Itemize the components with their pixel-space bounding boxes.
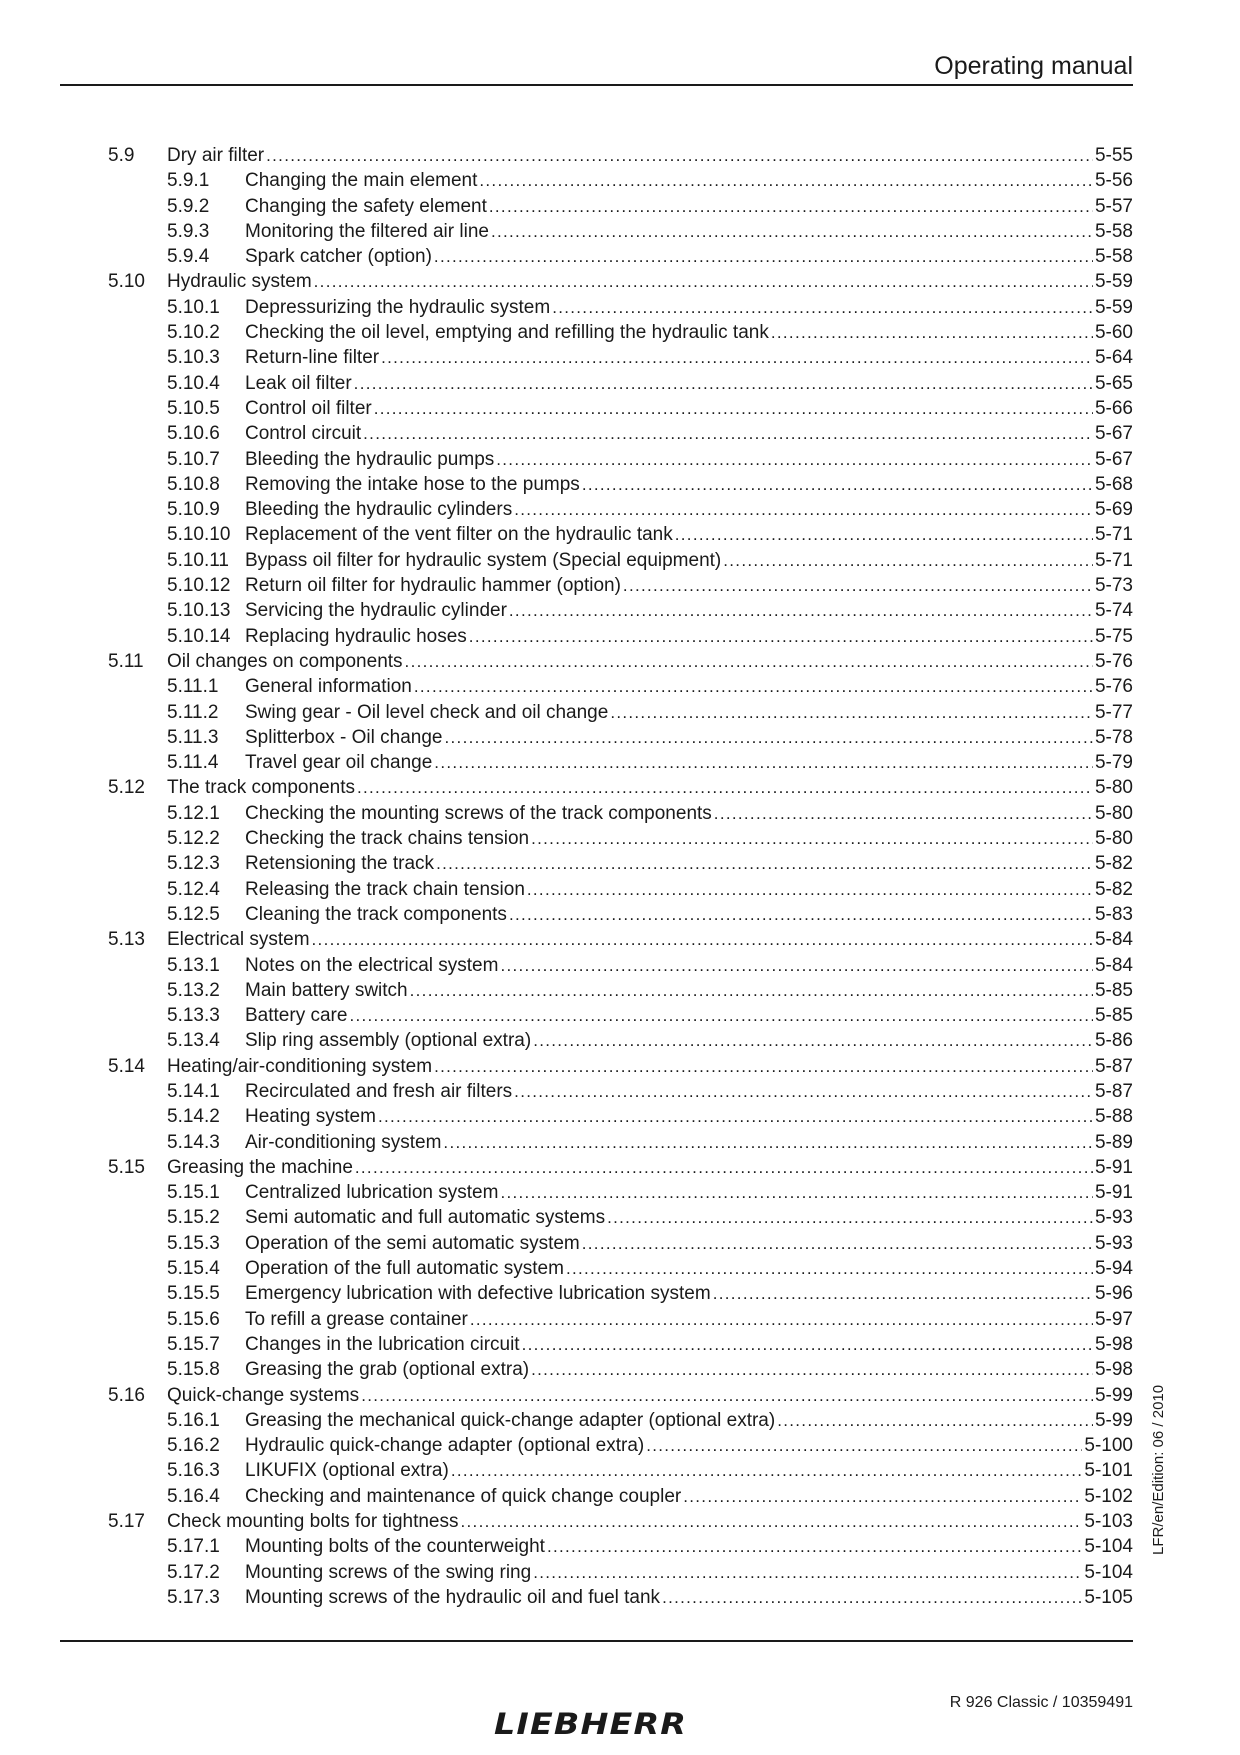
toc-entry-page: 5-73 [1094, 575, 1133, 597]
toc-entry-page: 5-105 [1084, 1586, 1133, 1608]
toc-dot-leader [531, 1357, 1093, 1382]
toc-entry-title: Main battery switch [245, 979, 408, 1001]
toc-entry-title: Checking and maintenance of quick change coupler [245, 1485, 682, 1507]
toc-dot-leader [777, 1408, 1093, 1433]
toc-entry-number: 5.15 [108, 1156, 145, 1178]
toc-entry-number: 5.14.1 [167, 1080, 220, 1102]
toc-entry-number: 5.13.2 [167, 979, 220, 1001]
toc-entry-number: 5.9.4 [167, 246, 210, 268]
toc-entry-page: 5-69 [1094, 499, 1133, 521]
toc-entry-page: 5-97 [1094, 1308, 1133, 1330]
toc-subsection-entry[interactable] [108, 700, 1133, 725]
toc-entry-page: 5-102 [1084, 1485, 1133, 1507]
toc-subsection-entry[interactable] [108, 877, 1133, 902]
toc-entry-number: 5.16.4 [167, 1485, 220, 1507]
toc-entry-page: 5-89 [1094, 1131, 1133, 1153]
toc-entry-number: 5.16.1 [167, 1409, 220, 1431]
toc-entry-title: Notes on the electrical system [245, 954, 499, 976]
toc-section-entry[interactable] [108, 1054, 1133, 1079]
toc-subsection-entry[interactable] [108, 371, 1133, 396]
toc-dot-leader [381, 345, 1093, 370]
toc-entry-page: 5-66 [1094, 397, 1133, 419]
toc-entry-page: 5-67 [1094, 423, 1133, 445]
toc-dot-leader [361, 1383, 1093, 1408]
toc-entry-page: 5-87 [1094, 1055, 1133, 1077]
toc-entry-title: Retensioning the track [245, 853, 435, 875]
toc-subsection-entry[interactable] [108, 902, 1133, 927]
toc-entry-number: 5.15.7 [167, 1333, 220, 1355]
toc-entry-number: 5.10.13 [167, 600, 231, 622]
toc-entry-page: 5-85 [1094, 979, 1133, 1001]
toc-subsection-entry[interactable] [108, 1256, 1133, 1281]
toc-entry-page: 5-60 [1094, 322, 1133, 344]
toc-dot-leader [374, 396, 1093, 421]
toc-entry-title: Return-line filter [245, 347, 380, 369]
toc-entry-title: Removing the intake hose to the pumps [245, 473, 580, 495]
toc-entry-number: 5.10.4 [167, 372, 220, 394]
toc-entry-title: Semi automatic and full automatic systems [245, 1207, 606, 1229]
toc-entry-page: 5-67 [1094, 448, 1133, 470]
toc-dot-leader [533, 1560, 1082, 1585]
toc-entry-title: Swing gear - Oil level check and oil change [245, 701, 609, 723]
toc-dot-leader [675, 522, 1093, 547]
toc-entry-number: 5.17.2 [167, 1561, 220, 1583]
toc-entry-number: 5.17.1 [167, 1536, 220, 1558]
toc-entry-page: 5-57 [1094, 195, 1133, 217]
toc-dot-leader [646, 1433, 1082, 1458]
toc-dot-leader [531, 826, 1093, 851]
toc-dot-leader [349, 1003, 1093, 1028]
toc-entry-number: 5.14 [108, 1055, 145, 1077]
toc-entry-number: 5.12.2 [167, 828, 220, 850]
toc-entry-page: 5-74 [1094, 600, 1133, 622]
toc-dot-leader [461, 1509, 1083, 1534]
toc-entry-page: 5-98 [1094, 1333, 1133, 1355]
toc-dot-leader [771, 320, 1093, 345]
toc-dot-leader [547, 1534, 1082, 1559]
toc-subsection-entry[interactable] [108, 1079, 1133, 1104]
toc-subsection-entry[interactable] [108, 497, 1133, 522]
toc-dot-leader [355, 1155, 1093, 1180]
toc-entry-number: 5.14.2 [167, 1106, 220, 1128]
edition-note: LFR/en/Edition: 06 / 2010 [1150, 1384, 1167, 1555]
toc-subsection-entry[interactable] [108, 674, 1133, 699]
toc-dot-leader [500, 953, 1093, 978]
toc-dot-leader [357, 775, 1093, 800]
toc-entry-page: 5-80 [1094, 777, 1133, 799]
document-reference: R 926 Classic / 10359491 [949, 1694, 1133, 1711]
toc-subsection-entry[interactable] [108, 548, 1133, 573]
toc-section-entry[interactable] [108, 1509, 1133, 1534]
toc-entry-page: 5-76 [1094, 676, 1133, 698]
toc-entry-title: Spark catcher (option) [245, 246, 432, 268]
toc-entry-title: Electrical system [167, 929, 310, 951]
toc-entry-title: Heating/air-conditioning system [167, 1055, 433, 1077]
toc-dot-leader [610, 700, 1093, 725]
toc-entry-title: Operation of the semi automatic system [245, 1232, 580, 1254]
toc-subsection-entry[interactable] [108, 1003, 1133, 1028]
toc-entry-page: 5-55 [1094, 145, 1133, 166]
toc-entry-page: 5-58 [1094, 220, 1133, 242]
toc-entry-number: 5.11.2 [167, 701, 219, 723]
toc-entry-title: General information [245, 676, 412, 698]
toc-entry-page: 5-99 [1094, 1409, 1133, 1431]
toc-entry-number: 5.10.9 [167, 499, 220, 521]
toc-entry-page: 5-82 [1094, 878, 1133, 900]
toc-subsection-entry[interactable] [108, 1332, 1133, 1357]
page-header-title: Operating manual [934, 52, 1133, 80]
toc-subsection-entry[interactable] [108, 851, 1133, 876]
toc-dot-leader [312, 927, 1093, 952]
toc-dot-leader [509, 598, 1093, 623]
toc-dot-leader [713, 1281, 1093, 1306]
toc-entry-page: 5-100 [1084, 1435, 1133, 1457]
toc-dot-leader [436, 851, 1093, 876]
toc-entry-number: 5.10.11 [167, 549, 229, 571]
toc-entry-page: 5-56 [1094, 170, 1133, 192]
toc-subsection-entry[interactable] [108, 1281, 1133, 1306]
toc-subsection-entry[interactable] [108, 1433, 1133, 1458]
toc-dot-leader [443, 1130, 1093, 1155]
toc-entry-number: 5.14.3 [167, 1131, 220, 1153]
toc-entry-page: 5-88 [1094, 1106, 1133, 1128]
toc-entry-number: 5.11.1 [167, 676, 219, 698]
toc-entry-number: 5.9 [108, 145, 135, 166]
toc-entry-number: 5.12.4 [167, 878, 220, 900]
toc-entry-number: 5.10.8 [167, 473, 220, 495]
toc-subsection-entry[interactable] [108, 801, 1133, 826]
toc-entry-title: Mounting screws of the hydraulic oil and fuel tank [245, 1586, 661, 1608]
toc-entry-title: Replacing hydraulic hoses [245, 625, 467, 647]
toc-entry-number: 5.15.6 [167, 1308, 220, 1330]
toc-entry-page: 5-103 [1084, 1511, 1133, 1533]
toc-entry-number: 5.13.1 [167, 954, 220, 976]
toc-entry-page: 5-84 [1094, 929, 1133, 951]
toc-section-entry[interactable] [108, 143, 1133, 168]
toc-entry-title: Operation of the full automatic system [245, 1258, 564, 1280]
toc-subsection-entry[interactable] [108, 978, 1133, 1003]
toc-entry-page: 5-75 [1094, 625, 1133, 647]
toc-entry-title: Changing the safety element [245, 195, 487, 217]
toc-entry-number: 5.11 [108, 650, 144, 672]
toc-dot-leader [496, 447, 1093, 472]
toc-entry-title: Hydraulic quick-change adapter (optional extra) [245, 1435, 645, 1457]
toc-entry-number: 5.11.3 [167, 726, 219, 748]
toc-dot-leader [623, 573, 1093, 598]
toc-entry-number: 5.13.3 [167, 1005, 220, 1027]
toc-entry-title: Slip ring assembly (optional extra) [245, 1030, 532, 1052]
toc-entry-title: Monitoring the filtered air line [245, 220, 489, 242]
toc-entry-title: Bypass oil filter for hydraulic system (Special equipment) [245, 549, 722, 571]
toc-entry-title: Return oil filter for hydraulic hammer (option) [245, 575, 621, 597]
toc-subsection-entry[interactable] [108, 598, 1133, 623]
toc-entry-title: Greasing the machine [167, 1156, 353, 1178]
toc-entry-page: 5-83 [1094, 903, 1133, 925]
toc-entry-title: Releasing the track chain tension [245, 878, 525, 900]
toc-entry-title: Quick-change systems [167, 1384, 360, 1406]
toc-subsection-entry[interactable] [108, 219, 1133, 244]
toc-dot-leader [434, 750, 1093, 775]
toc-dot-leader [405, 649, 1093, 674]
toc-subsection-entry[interactable] [108, 1104, 1133, 1129]
toc-entry-page: 5-80 [1094, 828, 1133, 850]
toc-entry-title: Checking the mounting screws of the track components [245, 802, 712, 824]
toc-entry-title: Depressurizing the hydraulic system [245, 296, 551, 318]
toc-entry-title: Leak oil filter [245, 372, 352, 394]
toc-dot-leader [445, 725, 1093, 750]
toc-subsection-entry[interactable] [108, 320, 1133, 345]
toc-entry-number: 5.10.3 [167, 347, 220, 369]
toc-entry-title: Greasing the mechanical quick-change adapter (optional extra) [245, 1409, 776, 1431]
toc-entry-title: Check mounting bolts for tightness [167, 1511, 459, 1533]
toc-dot-leader [489, 194, 1093, 219]
toc-entry-page: 5-91 [1094, 1182, 1133, 1204]
toc-dot-leader [514, 1079, 1093, 1104]
toc-entry-number: 5.12.5 [167, 903, 220, 925]
toc-entry-number: 5.10.2 [167, 322, 220, 344]
toc-subsection-entry[interactable] [108, 573, 1133, 598]
toc-entry-page: 5-58 [1094, 246, 1133, 268]
toc-entry-number: 5.16.3 [167, 1460, 220, 1482]
toc-subsection-entry[interactable] [108, 1028, 1133, 1053]
toc-entry-number: 5.12 [108, 777, 145, 799]
toc-entry-page: 5-91 [1094, 1156, 1133, 1178]
toc-subsection-entry[interactable] [108, 725, 1133, 750]
toc-subsection-entry[interactable] [108, 953, 1133, 978]
toc-entry-number: 5.12.1 [167, 802, 220, 824]
toc-entry-page: 5-93 [1094, 1207, 1133, 1229]
toc-section-entry[interactable] [108, 269, 1133, 294]
toc-dot-leader [514, 497, 1093, 522]
toc-entry-number: 5.17 [108, 1511, 145, 1533]
toc-entry-number: 5.9.1 [167, 170, 210, 192]
toc-subsection-entry[interactable] [108, 522, 1133, 547]
toc-dot-leader [566, 1256, 1093, 1281]
toc-entry-number: 5.10.6 [167, 423, 220, 445]
toc-entry-page: 5-96 [1094, 1283, 1133, 1305]
toc-entry-page: 5-71 [1094, 549, 1133, 571]
toc-entry-page: 5-93 [1094, 1232, 1133, 1254]
toc-entry-page: 5-82 [1094, 853, 1133, 875]
toc-subsection-entry[interactable] [108, 194, 1133, 219]
toc-entry-title: Hydraulic system [167, 271, 312, 293]
toc-entry-number: 5.15.3 [167, 1232, 220, 1254]
toc-dot-leader [479, 168, 1093, 193]
toc-entry-title: Heating system [245, 1106, 376, 1128]
toc-dot-leader [314, 269, 1093, 294]
toc-entry-title: Mounting screws of the swing ring [245, 1561, 532, 1583]
liebherr-logo: LIEBHERR [494, 1707, 688, 1741]
toc-subsection-entry[interactable] [108, 1130, 1133, 1155]
toc-entry-title: Changes in the lubrication circuit [245, 1333, 520, 1355]
toc-subsection-entry[interactable] [108, 1408, 1133, 1433]
toc-subsection-entry[interactable] [108, 295, 1133, 320]
toc-subsection-entry[interactable] [108, 1534, 1133, 1559]
toc-dot-leader [500, 1180, 1093, 1205]
toc-dot-leader [410, 978, 1093, 1003]
toc-entry-title: Checking the oil level, emptying and refilling the hydraulic tank [245, 322, 769, 344]
toc-entry-number: 5.10.5 [167, 397, 220, 419]
toc-entry-page: 5-79 [1094, 752, 1133, 774]
toc-dot-leader [414, 674, 1093, 699]
toc-entry-page: 5-80 [1094, 802, 1133, 824]
toc-entry-number: 5.10 [108, 271, 145, 293]
toc-section-entry[interactable] [108, 927, 1133, 952]
toc-entry-title: Recirculated and fresh air filters [245, 1080, 513, 1102]
toc-subsection-entry[interactable] [108, 1205, 1133, 1230]
toc-entry-number: 5.12.3 [167, 853, 220, 875]
toc-subsection-entry[interactable] [108, 396, 1133, 421]
toc-dot-leader [470, 1307, 1093, 1332]
toc-dot-leader [451, 1458, 1083, 1483]
toc-section-entry[interactable] [108, 1155, 1133, 1180]
toc-entry-number: 5.15.8 [167, 1359, 220, 1381]
toc-entry-page: 5-98 [1094, 1359, 1133, 1381]
toc-subsection-entry[interactable] [108, 1231, 1133, 1256]
toc-entry-number: 5.9.2 [167, 195, 210, 217]
toc-entry-number: 5.15.2 [167, 1207, 220, 1229]
toc-entry-title: Centralized lubrication system [245, 1182, 499, 1204]
toc-entry-title: Bleeding the hydraulic pumps [245, 448, 495, 470]
toc-entry-page: 5-87 [1094, 1080, 1133, 1102]
toc-dot-leader [607, 1205, 1093, 1230]
toc-entry-title: Air-conditioning system [245, 1131, 442, 1153]
toc-entry-number: 5.10.10 [167, 524, 231, 546]
toc-dot-leader [378, 1104, 1093, 1129]
toc-entry-page: 5-94 [1094, 1258, 1133, 1280]
toc-entry-page: 5-68 [1094, 473, 1133, 495]
toc-dot-leader [469, 624, 1093, 649]
toc-entry-title: Replacement of the vent filter on the hydraulic tank [245, 524, 673, 546]
toc-subsection-entry[interactable] [108, 472, 1133, 497]
toc-entry-title: Dry air filter [167, 145, 265, 166]
toc-entry-number: 5.17.3 [167, 1586, 220, 1608]
toc-dot-leader [582, 1231, 1093, 1256]
toc-entry-number: 5.11.4 [167, 752, 219, 774]
toc-subsection-entry[interactable] [108, 1180, 1133, 1205]
toc-entry-number: 5.13 [108, 929, 145, 951]
toc-entry-title: Battery care [245, 1005, 348, 1027]
toc-entry-number: 5.13.4 [167, 1030, 220, 1052]
toc-entry-page: 5-104 [1084, 1561, 1133, 1583]
toc-entry-page: 5-59 [1094, 296, 1133, 318]
table-of-contents [108, 143, 1133, 1610]
toc-dot-leader [434, 244, 1093, 269]
toc-entry-title: Greasing the grab (optional extra) [245, 1359, 530, 1381]
toc-subsection-entry[interactable] [108, 1560, 1133, 1585]
toc-subsection-entry[interactable] [108, 1484, 1133, 1509]
toc-subsection-entry[interactable] [108, 421, 1133, 446]
toc-entry-title: Travel gear oil change [245, 752, 433, 774]
toc-dot-leader [552, 295, 1093, 320]
toc-dot-leader [509, 902, 1093, 927]
toc-entry-page: 5-65 [1094, 372, 1133, 394]
toc-dot-leader [533, 1028, 1093, 1053]
toc-dot-leader [266, 143, 1093, 168]
toc-dot-leader [683, 1484, 1082, 1509]
toc-subsection-entry[interactable] [108, 244, 1133, 269]
toc-dot-leader [714, 801, 1093, 826]
toc-entry-page: 5-84 [1094, 954, 1133, 976]
toc-entry-number: 5.9.3 [167, 220, 210, 242]
toc-entry-number: 5.10.7 [167, 448, 220, 470]
toc-entry-title: The track components [167, 777, 355, 799]
toc-subsection-entry[interactable] [108, 345, 1133, 370]
toc-entry-title: Cleaning the track components [245, 903, 507, 925]
toc-entry-page: 5-76 [1094, 650, 1133, 672]
toc-section-entry[interactable] [108, 775, 1133, 800]
toc-entry-page: 5-101 [1084, 1460, 1133, 1482]
toc-entry-page: 5-85 [1094, 1005, 1133, 1027]
toc-entry-title: Checking the track chains tension [245, 828, 530, 850]
toc-entry-title: LIKUFIX (optional extra) [245, 1460, 449, 1482]
toc-dot-leader [662, 1585, 1082, 1610]
toc-entry-page: 5-99 [1094, 1384, 1133, 1406]
header-divider [60, 84, 1133, 86]
toc-dot-leader [354, 371, 1093, 396]
toc-entry-title: To refill a grease container [245, 1308, 468, 1330]
toc-entry-page: 5-64 [1094, 347, 1133, 369]
toc-entry-title: Emergency lubrication with defective lubrication system [245, 1283, 711, 1305]
toc-dot-leader [582, 472, 1093, 497]
toc-entry-page: 5-104 [1084, 1536, 1133, 1558]
toc-subsection-entry[interactable] [108, 1585, 1133, 1610]
toc-entry-title: Control circuit [245, 423, 362, 445]
toc-entry-number: 5.10.12 [167, 575, 231, 597]
toc-entry-number: 5.15.5 [167, 1283, 220, 1305]
toc-subsection-entry[interactable] [108, 750, 1133, 775]
toc-entry-page: 5-78 [1094, 726, 1133, 748]
toc-subsection-entry[interactable] [108, 826, 1133, 851]
toc-subsection-entry[interactable] [108, 624, 1133, 649]
toc-entry-number: 5.10.14 [167, 625, 231, 647]
toc-entry-title: Bleeding the hydraulic cylinders [245, 499, 513, 521]
toc-dot-leader [522, 1332, 1093, 1357]
toc-entry-title: Servicing the hydraulic cylinder [245, 600, 507, 622]
toc-entry-number: 5.15.1 [167, 1182, 220, 1204]
toc-section-entry[interactable] [108, 649, 1133, 674]
toc-subsection-entry[interactable] [108, 447, 1133, 472]
toc-subsection-entry[interactable] [108, 1458, 1133, 1483]
toc-entry-page: 5-71 [1094, 524, 1133, 546]
toc-entry-page: 5-59 [1094, 271, 1133, 293]
toc-entry-number: 5.15.4 [167, 1258, 220, 1280]
toc-subsection-entry[interactable] [108, 168, 1133, 193]
toc-dot-leader [363, 421, 1093, 446]
toc-entry-page: 5-77 [1094, 701, 1133, 723]
toc-entry-page: 5-86 [1094, 1030, 1133, 1052]
toc-entry-title: Changing the main element [245, 170, 478, 192]
toc-entry-number: 5.10.1 [167, 296, 220, 318]
toc-dot-leader [434, 1054, 1093, 1079]
footer-divider [60, 1640, 1133, 1642]
toc-entry-number: 5.16 [108, 1384, 145, 1406]
toc-section-entry[interactable] [108, 1383, 1133, 1408]
toc-dot-leader [723, 548, 1093, 573]
toc-entry-title: Splitterbox - Oil change [245, 726, 443, 748]
toc-entry-number: 5.16.2 [167, 1435, 220, 1457]
toc-entry-title: Oil changes on components [167, 650, 403, 672]
toc-dot-leader [491, 219, 1093, 244]
toc-entry-title: Mounting bolts of the counterweight [245, 1536, 545, 1558]
toc-subsection-entry[interactable] [108, 1357, 1133, 1382]
toc-dot-leader [527, 877, 1093, 902]
toc-subsection-entry[interactable] [108, 1307, 1133, 1332]
toc-entry-title: Control oil filter [245, 397, 372, 419]
